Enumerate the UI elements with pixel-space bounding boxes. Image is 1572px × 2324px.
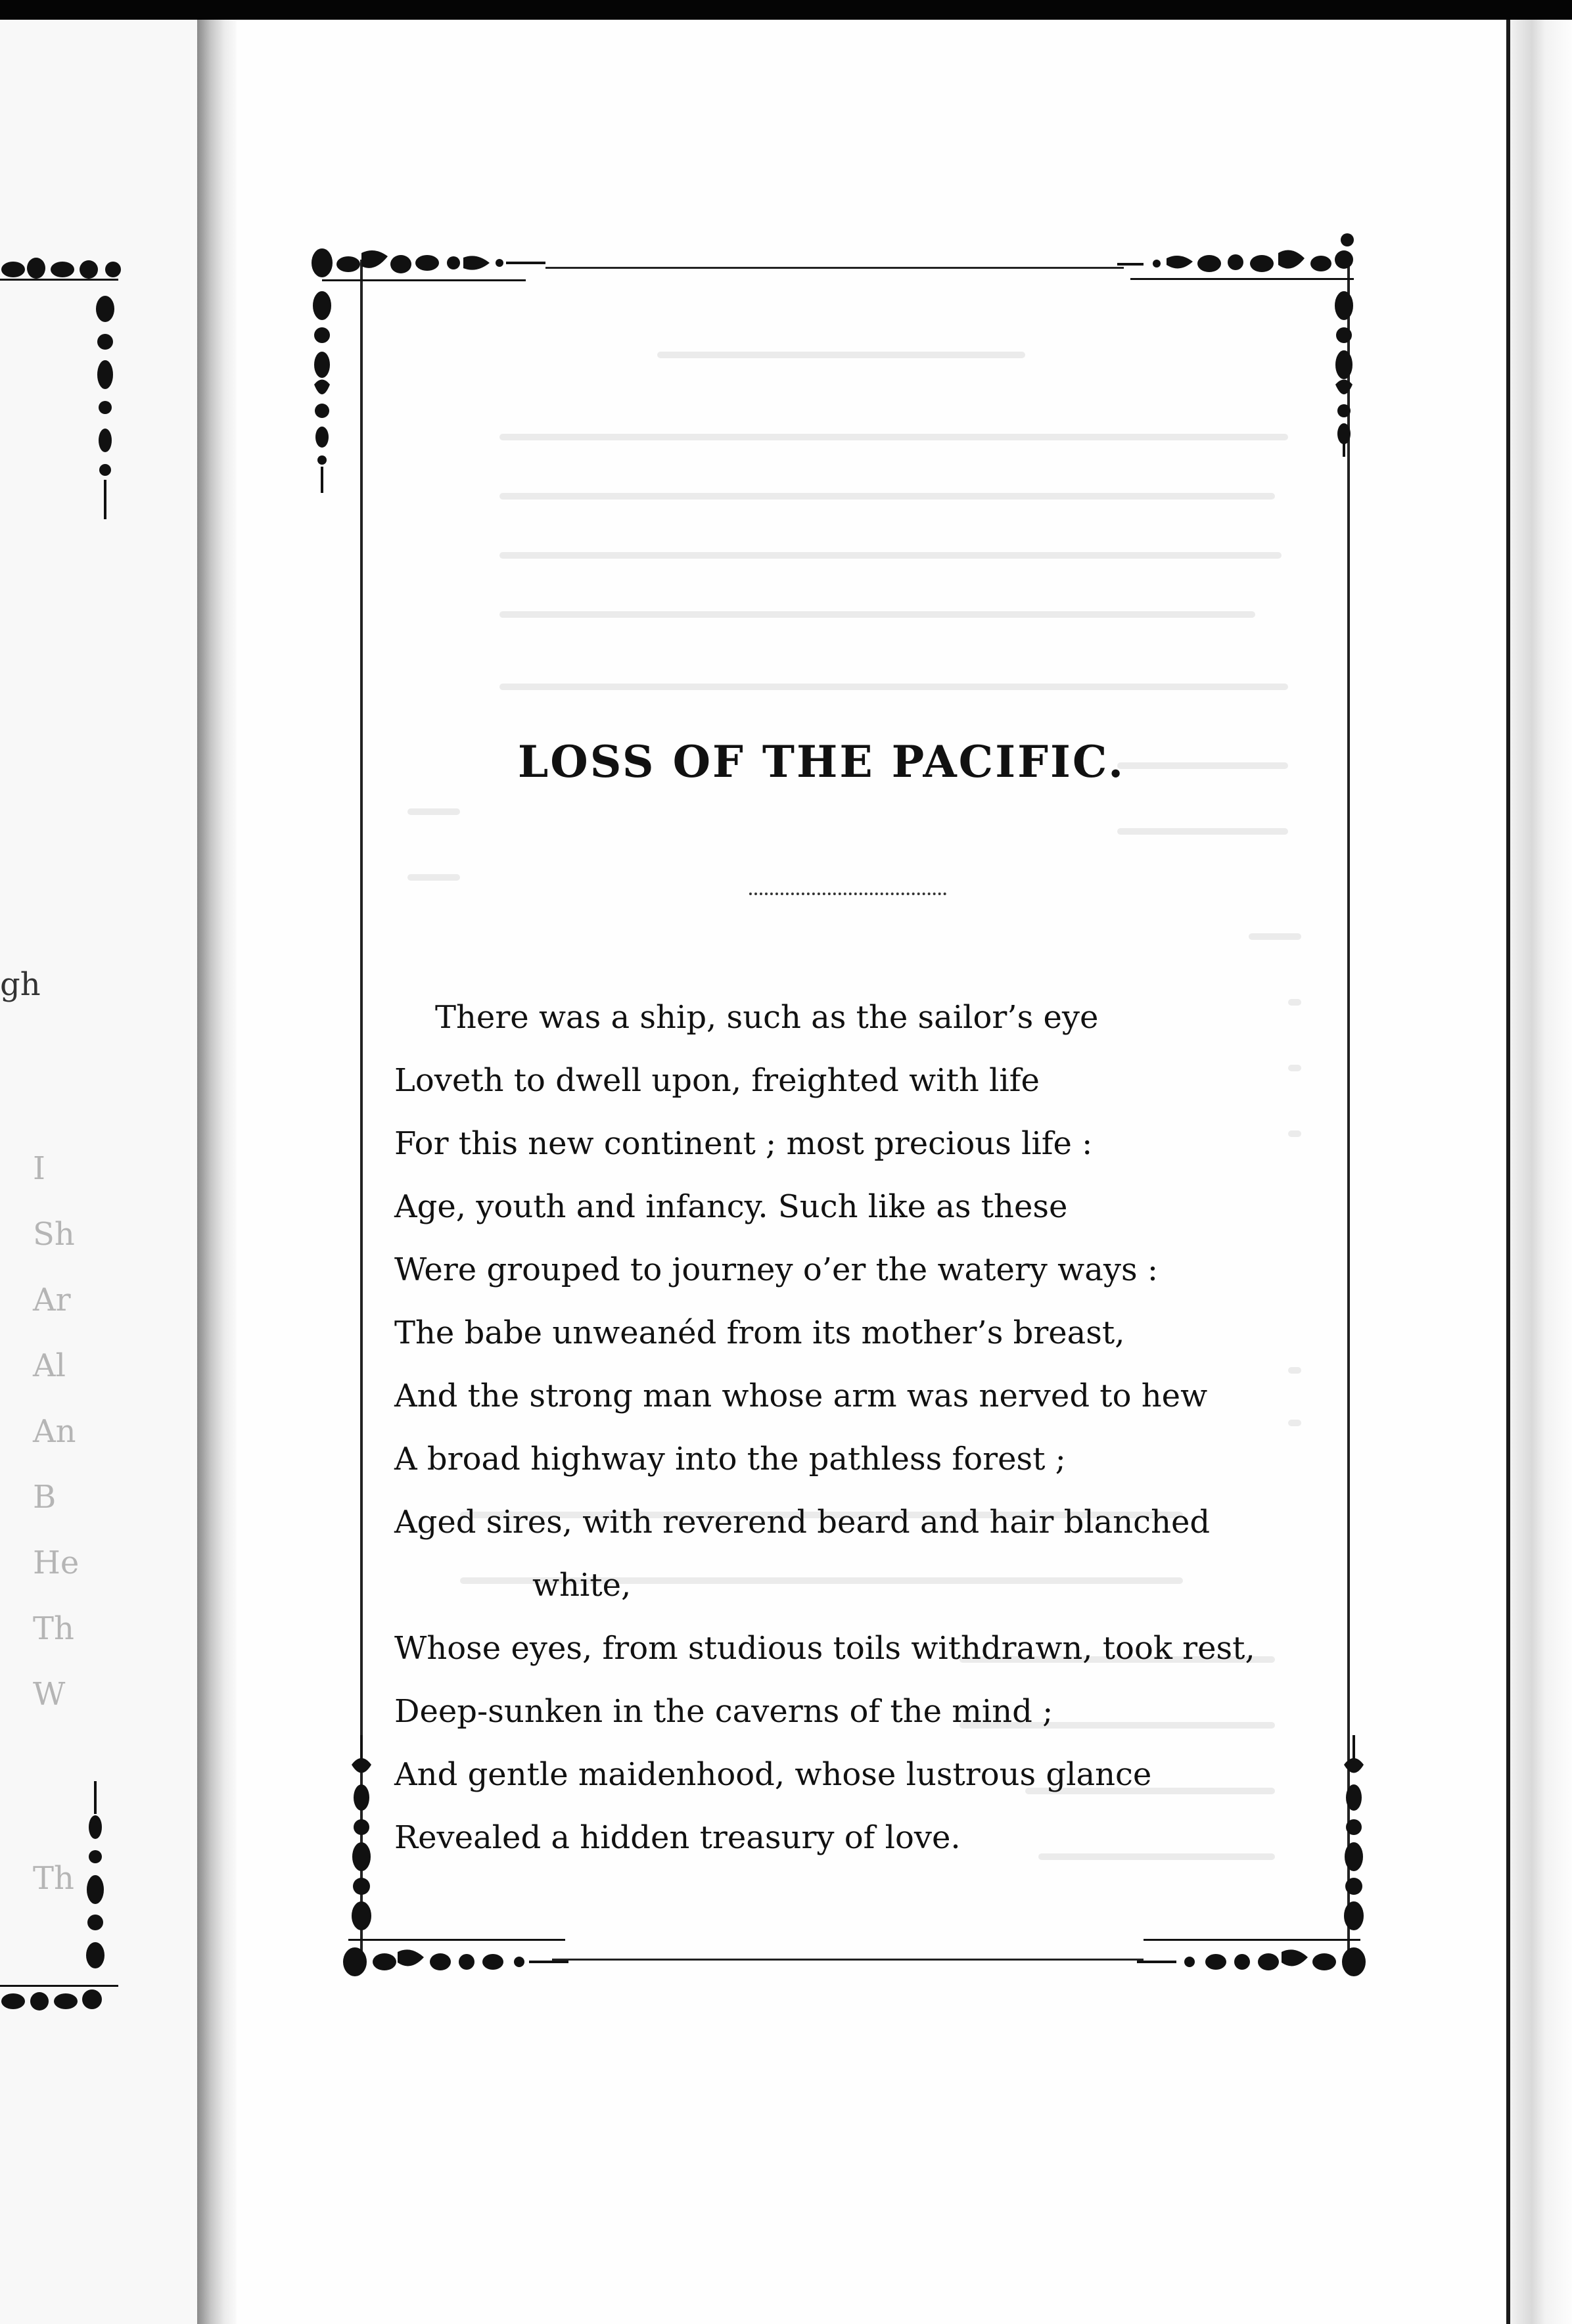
frame-top-rule bbox=[545, 267, 1124, 269]
left-page-fragment: Sh bbox=[33, 1216, 75, 1253]
corner-ornament-bottom-right bbox=[1117, 1735, 1393, 1998]
corner-ornament-top-right bbox=[1117, 233, 1393, 457]
left-page-fragment: W bbox=[33, 1676, 66, 1713]
poem-line: A broad highway into the pathless forest ; bbox=[394, 1441, 1066, 1477]
left-page-fragment: Th bbox=[33, 1860, 74, 1897]
scan-edge-line bbox=[1506, 20, 1510, 2324]
scan-top-band bbox=[0, 0, 1572, 20]
poem-line: white, bbox=[532, 1567, 632, 1604]
left-page-fragment: He bbox=[33, 1545, 80, 1581]
poem-line: Age, youth and infancy. Such like as these bbox=[394, 1188, 1068, 1225]
left-page-fragment: Th bbox=[33, 1610, 74, 1647]
page-edge-shadow bbox=[1505, 20, 1572, 2324]
frame-bottom-rule bbox=[552, 1959, 1144, 1961]
left-page bbox=[0, 20, 197, 2324]
poem-line: Revealed a hidden treasury of love. bbox=[394, 1819, 961, 1856]
poem-line: And the strong man whose arm was nerved to hew bbox=[394, 1378, 1208, 1414]
left-page-fragment: I bbox=[33, 1150, 45, 1187]
book-gutter-shadow bbox=[197, 20, 237, 2324]
left-page-fragment: Ar bbox=[33, 1282, 71, 1318]
poem-title: LOSS OF THE PACIFIC. bbox=[517, 736, 1126, 787]
poem-line: There was a ship, such as the sailor’s eye bbox=[435, 999, 1099, 1036]
poem-line: The babe unweanéd from its mother’s breast, bbox=[394, 1314, 1125, 1351]
left-page-corner-ornament-top bbox=[0, 250, 125, 532]
poem-line: For this new continent ; most precious life : bbox=[394, 1125, 1093, 1162]
poem-line: Deep-sunken in the caverns of the mind ; bbox=[394, 1693, 1053, 1730]
left-page-corner-ornament-bottom bbox=[0, 1781, 125, 2031]
poem-line: Loveth to dwell upon, freighted with life bbox=[394, 1062, 1040, 1099]
poem-line: Aged sires, with reverend beard and hair blanched bbox=[394, 1504, 1211, 1541]
title-divider bbox=[749, 893, 946, 895]
poem-line: Were grouped to journey o’er the watery ways : bbox=[394, 1251, 1159, 1288]
poem-line: And gentle maidenhood, whose lustrous glance bbox=[394, 1756, 1152, 1793]
left-page-fragment: gh bbox=[0, 966, 41, 1003]
left-page-fragment: Al bbox=[33, 1347, 66, 1384]
left-page-fragment: B bbox=[33, 1479, 57, 1516]
poem-line: Whose eyes, from studious toils withdrawn, took rest, bbox=[394, 1630, 1255, 1667]
corner-ornament-top-left bbox=[296, 243, 559, 493]
left-page-fragment: An bbox=[33, 1413, 76, 1450]
